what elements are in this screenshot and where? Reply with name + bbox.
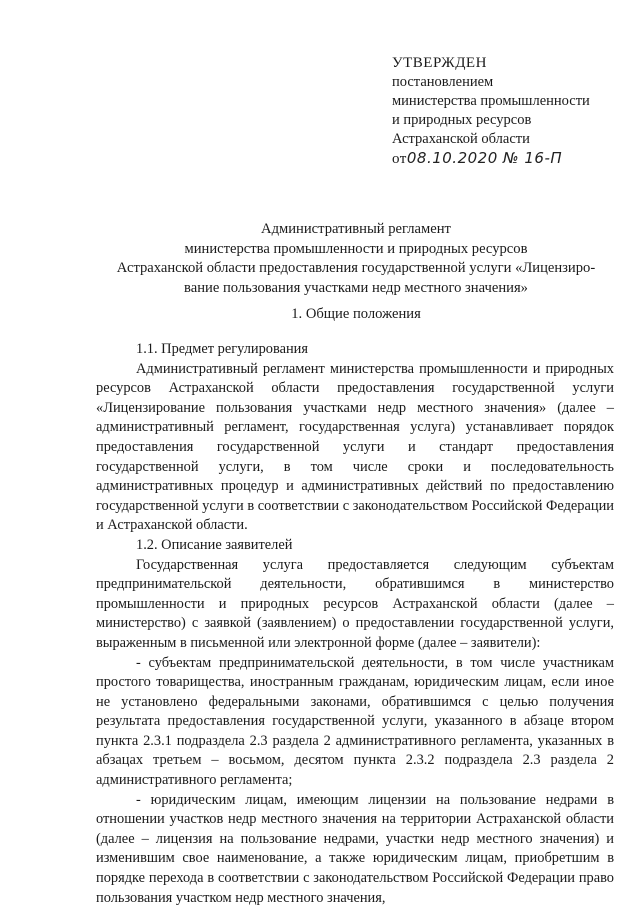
approval-date-prefix: от <box>392 151 407 167</box>
approval-date-number <box>392 149 632 169</box>
title-line: вание пользования участками недр местного значения» <box>184 279 528 296</box>
title-line: министерства промышленности и природных ресурсов <box>184 240 528 257</box>
approval-line: и природных ресурсов <box>392 112 532 128</box>
approval-stamp <box>392 54 632 169</box>
list-item: - юридическим лицам, имеющим лицензии на пользование недрами в отношении участков недр местного значения на территории Астраханской области (далее – лицензия на пользование недрами, участки недр местного значения) и изменившим свое наименование, а также юридическим лицам, приобретшим в порядке перехода в соответствии с законодательством Российской Федерации право пользования участком недр местного значения, <box>96 791 614 906</box>
title-line: Административный регламент <box>261 221 451 237</box>
approval-line: министерства промышленности <box>392 93 590 109</box>
document-body <box>96 340 614 908</box>
paragraph: Государственная услуга предоставляется следующим субъектам предпринимательской деятельности, обратившимся в министерство промышленности и природных ресурсов Астраханской области (далее – министерство) с заявкой (заявлением) о предоставлении государственной услуги, выраженным в письменной или электронной форме (далее – заявители): <box>96 556 614 651</box>
document-title <box>96 220 616 298</box>
approval-heading: УТВЕРЖДЕН <box>392 55 487 71</box>
approval-line: Астраханской области <box>392 131 530 147</box>
title-line: Астраханской области предоставления государственной услуги «Лицензиро- <box>116 260 596 277</box>
section-heading: 1. Общие положения <box>291 306 421 322</box>
handwritten-date-number: 08.10.2020 № 16-П <box>406 149 563 167</box>
subsection-heading: 1.2. Описание заявителей <box>136 536 293 553</box>
subsection-heading: 1.1. Предмет регулирования <box>136 341 309 357</box>
approval-line: постановлением <box>392 74 494 90</box>
list-item: - субъектам предпринимательской деятельности, в том числе участникам простого товарищества, иностранным гражданам, юридическим лицам, если иное не установлено федеральными законами, обратившимся с целью получения результата предоставления государственной услуги, указанного в абзаце втором пункта 2.3.1 подраздела 2.3 раздела 2 административного регламента, указанных в абзацах третьем – восьмом, десятом пункта 2.3.2 подраздела 2.3 раздела 2 административного регламента; <box>96 654 614 789</box>
paragraph: Административный регламент министерства промышленности и природных ресурсов Астраханской области предоставления государственной услуги «Лицензирование пользования участками недр местного значения» (далее – административный регламент, государственная услуга) устанавливает порядок предоставления государственной услуги и стандарт предоставления государственной услуги, в том числе сроки и последовательность административных процедур и административных действий по предоставлению государственной услуги в соответствии с законодательством Российской Федерации и Астраханской области. <box>96 360 614 534</box>
